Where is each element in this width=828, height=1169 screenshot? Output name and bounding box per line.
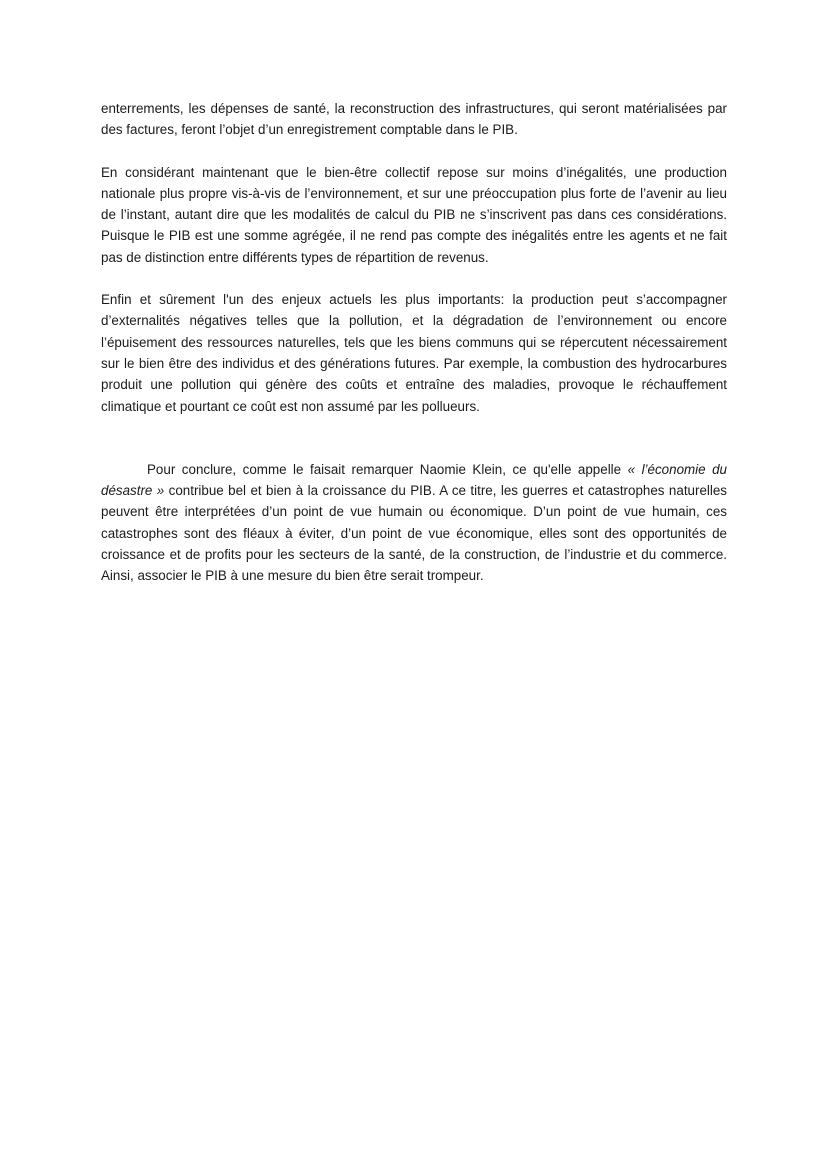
paragraph-3: Enfin et sûrement l'un des enjeux actuels les plus importants: la production peut s’accompagner d’externalités négatives telles que la pollution, et la dégradation de l’environnement ou encore l’épuisement des ressources naturelles, tels que les biens communs qui se répercutent nécessairement sur le bien être des individus et des générations futures. Par exemple, la combustion des hydrocarbures produit une pollution qui génère des coûts et entraîne des maladies, provoque le réchauffement climatique et pourtant ce coût est non assumé par les pollueurs.	[101, 292, 727, 414]
paragraph-1: enterrements, les dépenses de santé, la reconstruction des infrastructures, qui seront matérialisées par des factures, feront l’objet d’un enregistrement comptable dans le PIB.	[101, 101, 727, 138]
document-body	[101, 98, 727, 587]
conclusion-text-start: Pour conclure, comme le faisait remarquer Naomie Klein, ce qu'elle appelle	[147, 461, 628, 477]
paragraph-4-conclusion	[101, 459, 727, 587]
conclusion-quote-italic: « l’économie du désastre »	[101, 461, 728, 499]
paragraph-2: En considérant maintenant que le bien-être collectif repose sur moins d’inégalités, une production nationale plus propre vis-à-vis de l’environnement, et sur une préoccupation plus forte de l’avenir au lieu de l’instant, autant dire que les modalités de calcul du PIB ne s’inscrivent pas dans ces considérations. Puisque le PIB est une somme agrégée, il ne rend pas compte des inégalités entre les agents et ne fait pas de distinction entre différents types de répartition de revenus.	[101, 164, 727, 265]
conclusion-text-end: contribue bel et bien à la croissance du PIB. A ce titre, les guerres et catastrophes naturelles peuvent être interprétées d’un point de vue humain ou économique. D’un point de vue humain, ces catastrophes sont des fléaux à éviter, d’un point de vue économique, elles sont des opportunités de croissance et de profits pour les secteurs de la santé, de la construction, de l’industrie et du commerce. Ainsi, associer le PIB à une mesure du bien être serait trompeur.	[101, 483, 727, 584]
